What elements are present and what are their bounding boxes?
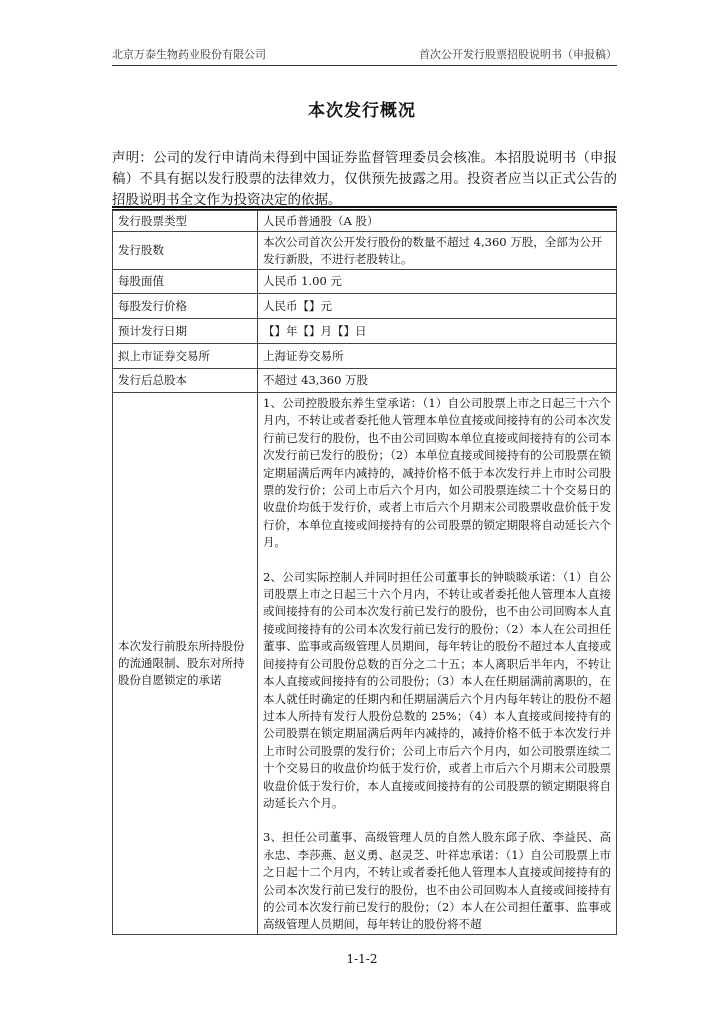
commitment-paragraph: 2、公司实际控制人并同时担任公司董事长的钟睒睒承诺：（1）自公司股票上市之日起三十六个月内，不转让或者委托他人管理本人直接或间接持有的公司本次发行前已发行的股份，也不由公司回购本人直接或间接持有的公司本次发行前已发行的股份；（2）本人在公司担任董事、监事或高级管理人员期间，每年转让的股份不超过本人直接或间接持有公司股份总数的百分之二十五；本人离职后半年内，不转让本人直接或间接持有的公司股份；（3）本人在任期届满前离职的，在本人就任时确定的任期内和任期届满后六个月内每年转让的股份不超过本人所持有发行人股份总数的 25%；（4）本人直接或间接持有的公司股票在锁定期届满后两年内减持的，减持价格不低于本次发行并上市时公司股票的发行价；公司上市后六个月内，如公司股票连续二十个交易日的收盘价均低于发行价，或者上市后六个月期末公司股票收盘价低于发行价，本人直接或间接持有的公司股票的锁定期限将自动延长六个月。 <box>263 569 611 810</box>
row-value: 人民币 1.00 元 <box>258 270 617 294</box>
lockup-label: 本次发行前股东所持股份的流通限制、股东对所持股份自愿锁定的承诺 <box>113 393 258 935</box>
header-rule <box>112 65 617 66</box>
row-value: 本次公司首次公开发行股份的数量不超过 4,360 万股，全部为公开发行新股，不进行老股转让。 <box>258 232 617 270</box>
commitment-paragraph: 3、担任公司董事、高级管理人员的自然人股东邱子欣、李益民、高永忠、李莎燕、赵义勇、赵灵芝、叶祥忠承诺：（1）自公司股票上市之日起十二个月内，不转让或者委托他人管理本人直接或间接持有的公司本次发行前已发行的股份，也不由公司回购本人直接或间接持有的公司本次发行前已发行的股份；（2）本人在公司担任董事、监事或高级管理人员期间，每年转让的股份将不超 <box>263 830 611 932</box>
table-row <box>113 344 617 369</box>
table-row <box>113 294 617 319</box>
row-label: 预计发行日期 <box>113 319 258 344</box>
row-label: 发行股数 <box>113 232 258 270</box>
row-value: 【】年【】月【】日 <box>258 319 617 344</box>
running-header <box>112 46 617 64</box>
table-row <box>113 369 617 393</box>
row-value: 上海证券交易所 <box>258 344 617 369</box>
paragraph-gap <box>263 552 611 569</box>
row-value: 人民币【】元 <box>258 294 617 319</box>
commitment-paragraph: 1、公司控股股东养生堂承诺：（1）自公司股票上市之日起三十六个月内，不转让或者委托他人管理本单位直接或间接持有的公司本次发行前已发行的股份，也不由公司回购本单位直接或间接持有的公司本次发行前已发行的股份；（2）本单位直接或间接持有的公司股票在锁定期届满后两年内减持的，减持价格不低于本次发行并上市时公司股票的发行价；公司上市后六个月内，如公司股票连续二十个交易日的收盘价均低于发行价，或者上市后六个月期末公司股票收盘价低于发行价，本单位直接或间接持有的公司股票的锁定期限将自动延长六个月。 <box>263 396 611 550</box>
table-row <box>113 393 617 935</box>
header-company: 北京万泰生物药业股份有限公司 <box>112 48 266 61</box>
paragraph-gap <box>263 812 611 829</box>
page-number: 1-1-2 <box>346 952 378 966</box>
table-row <box>113 211 617 232</box>
page-title: 本次发行概况 <box>308 101 416 121</box>
row-label: 每股面值 <box>113 270 258 294</box>
row-value: 不超过 43,360 万股 <box>258 369 617 393</box>
row-label: 发行股票类型 <box>113 211 258 232</box>
offering-summary-table <box>112 206 617 935</box>
row-value: 人民币普通股（A 股） <box>258 211 617 232</box>
row-label: 拟上市证券交易所 <box>113 344 258 369</box>
row-label: 每股发行价格 <box>113 294 258 319</box>
disclaimer-statement: 声明：公司的发行申请尚未得到中国证券监督管理委员会核准。本招股说明书（申报稿）不具有据以发行股票的法律效力，仅供预先披露之用。投资者应当以正式公告的招股说明书全文作为投资决定的依据。 <box>112 150 617 208</box>
row-label: 发行后总股本 <box>113 369 258 393</box>
lockup-commitments <box>258 393 617 935</box>
table-row <box>113 232 617 270</box>
header-document-title: 首次公开发行股票招股说明书（申报稿） <box>419 48 617 61</box>
table-row <box>113 319 617 344</box>
table-row <box>113 270 617 294</box>
